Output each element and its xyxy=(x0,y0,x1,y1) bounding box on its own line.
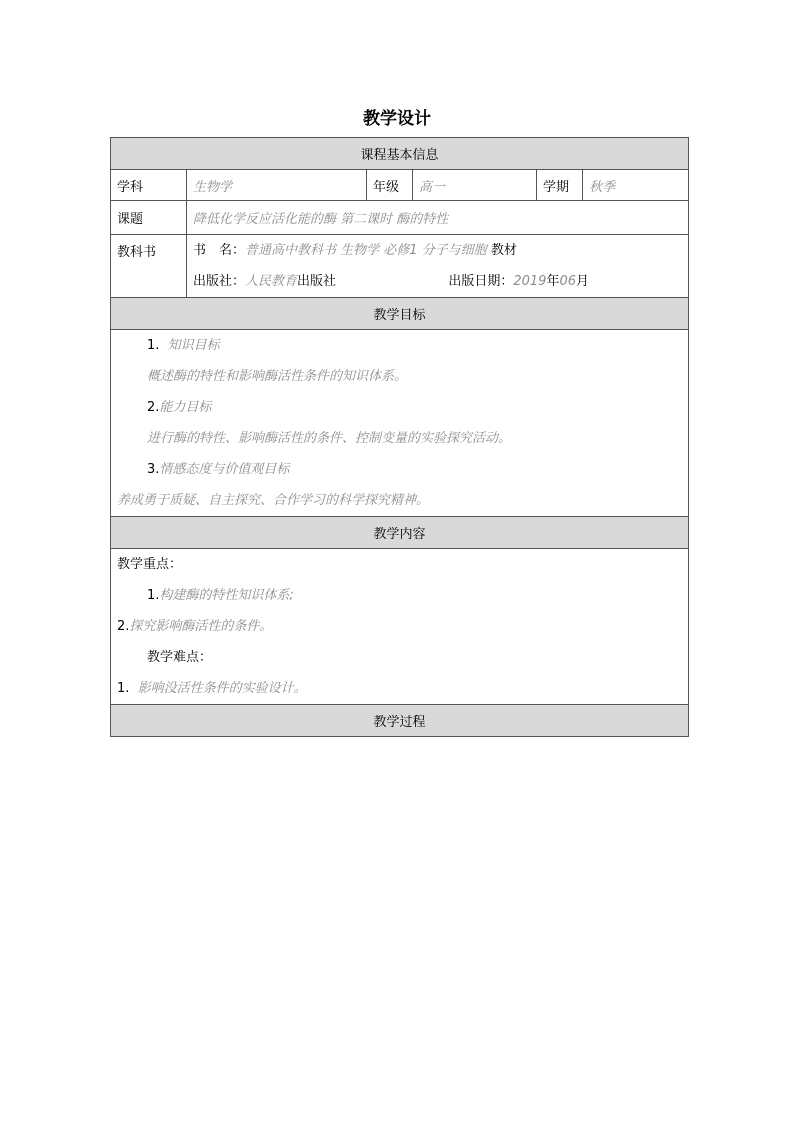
page-title: 教学设计 xyxy=(363,109,431,129)
goal-3-title xyxy=(117,454,682,485)
book-name-suffix: 教材 xyxy=(490,243,517,258)
difficult-points-label: 教学难点： xyxy=(147,650,213,665)
key-point-2-num: 2. xyxy=(117,619,130,634)
publisher-label: 出版社： xyxy=(193,274,246,289)
book-name-label: 书 名： xyxy=(193,243,246,258)
goal-1-title-text: 知识目标 xyxy=(167,338,220,353)
topic-label: 课题 xyxy=(111,201,187,235)
pub-year: 2019 xyxy=(513,274,547,289)
goal-1-text: 概述酶的特性和影响酶活性条件的知识体系。 xyxy=(147,369,408,384)
grade-value: 高一 xyxy=(413,170,537,201)
difficult-point-1-num: 1. xyxy=(117,681,130,696)
textbook-info xyxy=(187,235,689,298)
lesson-plan-table xyxy=(110,137,689,737)
goal-2-title-text: 能力目标 xyxy=(159,400,212,415)
section-header-content: 教学内容 xyxy=(111,517,689,549)
pubdate-label: 出版日期： xyxy=(448,274,514,289)
book-name-line xyxy=(193,235,682,266)
goal-3-num: 3. xyxy=(147,462,160,477)
publisher-suffix: 出版社 xyxy=(297,274,337,289)
subject-value: 生物学 xyxy=(187,170,367,201)
subject-label: 学科 xyxy=(111,170,187,201)
content-body xyxy=(111,549,689,705)
goal-1-title xyxy=(117,330,682,361)
key-point-1 xyxy=(117,580,682,611)
section-header-basic-info: 课程基本信息 xyxy=(111,138,689,170)
term-value: 秋季 xyxy=(583,170,689,201)
goals-body xyxy=(111,330,689,517)
textbook-label: 教科书 xyxy=(111,235,187,298)
difficult-point-1 xyxy=(117,673,682,704)
term-label: 学期 xyxy=(537,170,583,201)
key-point-1-text: 构建酶的特性知识体系; xyxy=(159,588,294,603)
publisher-line xyxy=(193,266,682,297)
difficult-point-1-text: 影响没活性条件的实验设计。 xyxy=(137,681,307,696)
month-char: 月 xyxy=(576,274,590,289)
section-header-process: 教学过程 xyxy=(111,705,689,737)
key-point-2 xyxy=(117,611,682,642)
goal-2-text: 进行酶的特性、影响酶活性的条件、控制变量的实验探究活动。 xyxy=(147,431,512,446)
goal-2-title xyxy=(117,392,682,423)
key-point-2-text: 探究影响酶活性的条件。 xyxy=(129,619,273,634)
goal-1-num: 1. xyxy=(147,338,160,353)
key-points-label: 教学重点： xyxy=(117,557,183,572)
year-char: 年 xyxy=(546,274,560,289)
goal-3-title-text: 情感态度与价值观目标 xyxy=(159,462,290,477)
publisher-value: 人民教育 xyxy=(245,274,298,289)
book-name-value: 普通高中教科书 生物学 必修1 分子与细胞 xyxy=(245,243,487,258)
key-point-1-num: 1. xyxy=(147,588,160,603)
grade-label: 年级 xyxy=(367,170,413,201)
pub-month: 06 xyxy=(559,274,576,289)
topic-value: 降低化学反应活化能的酶 第二课时 酶的特性 xyxy=(187,201,689,235)
goal-2-num: 2. xyxy=(147,400,160,415)
section-header-goals: 教学目标 xyxy=(111,298,689,330)
goal-3-text: 养成勇于质疑、自主探究、合作学习的科学探究精神。 xyxy=(117,493,430,508)
